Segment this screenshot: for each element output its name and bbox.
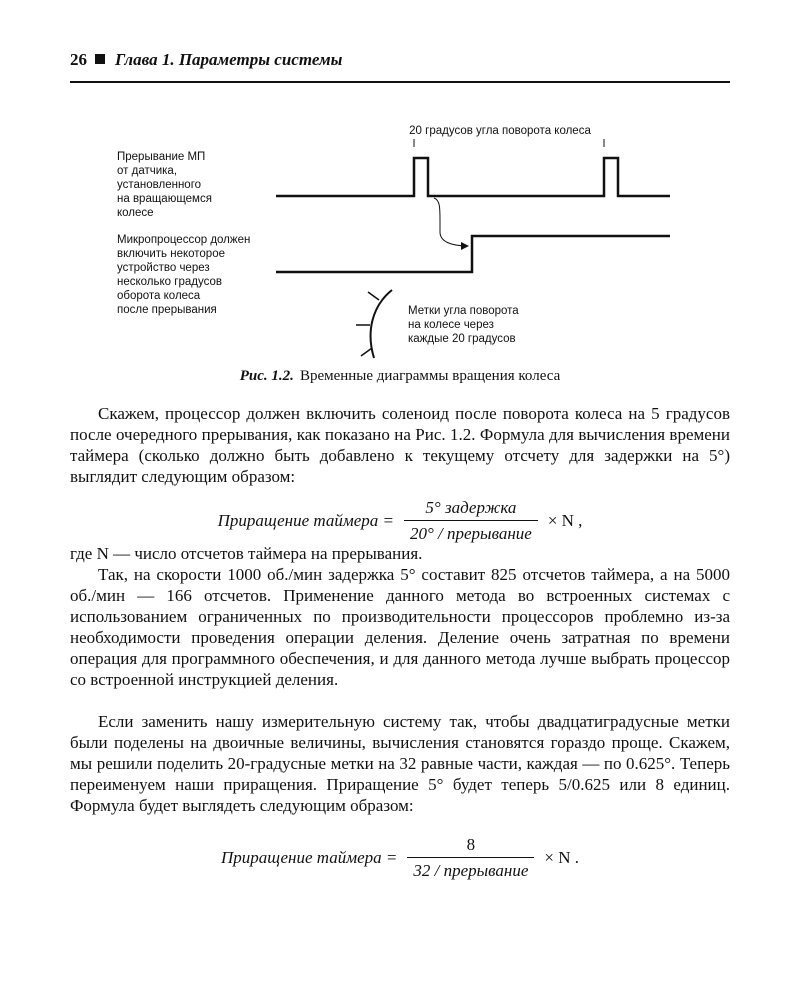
- formula-1-denominator: 20° / прерывание: [404, 520, 538, 544]
- formula-2-label: Приращение таймера =: [220, 848, 398, 867]
- wheel-label: Метки угла поворота на колесе через каждые 20 градусов: [408, 305, 519, 345]
- formula-2-denominator: 32 / прерывание: [407, 857, 534, 881]
- device-step-waveform: [276, 236, 670, 272]
- signal2-label: Микропроцессор должен включить некоторое устройство через несколько градусов оборота колеса после прерывания: [117, 234, 251, 316]
- caption-text: Временные диаграммы вращения колеса: [299, 368, 561, 384]
- formula-1: [0, 497, 800, 544]
- paragraph-3: Так, на скорости 1000 об./мин задержка 5° составит 825 отсчетов таймера, а на 5000 об./мин — 166 отсчетов. Применение данного метода во встроенных системах с использованием ограниченных по производительности процессоров проблемно из-за необходимости проведения операции деления. Деление очень затратная по времени операция для программного обеспечения, и для данного метода лучше выбрать процессор со встроенной инструкцией деления.: [70, 565, 730, 689]
- formula-2-tail: × N .: [544, 848, 580, 867]
- formula-1-numerator: 5° задержка: [425, 498, 517, 517]
- wheel-arc: [371, 290, 392, 358]
- wheel-tick-top: [368, 292, 379, 300]
- paragraph-1: Скажем, процессор должен включить соленоид после поворота колеса на 5 градусов после очередного прерывания, как показано на Рис. 1.2. Формула для вычисления времени таймера (сколько должно быть добавлено к текущему отсчету для задержки на 5°) выглядит следующим образом:: [70, 404, 730, 486]
- header-rule: [70, 81, 730, 83]
- page-header: [70, 50, 730, 80]
- timing-diagram: [100, 120, 700, 360]
- formula-1-label: Приращение таймера =: [217, 511, 394, 530]
- paragraph-4: Если заменить нашу измерительную систему так, чтобы двадцатиградусные метки были поделены на двоичные величины, вычисления становятся гораздо проще. Скажем, мы решили поделить 20-градусные метки на 32 равные части, каждая — по 0.625°. Теперь переименуем наши приращения. Приращение 5° будет теперь 5/0.625 или 8 единиц. Формула будет выглядеть следующим образом:: [70, 712, 730, 815]
- paragraph-2: где N — число отсчетов таймера на прерывания.: [70, 544, 423, 563]
- formula-2-numerator: 8: [466, 835, 476, 854]
- delay-arrow: [434, 198, 468, 246]
- chapter-title: Глава 1. Параметры системы: [115, 50, 343, 69]
- interrupt-pulse-waveform: [276, 158, 670, 196]
- signal1-label: Прерывание МП от датчика, установленного на вращающемся колесе: [117, 151, 212, 219]
- formula-1-tail: × N ,: [547, 511, 583, 530]
- formula-2-fraction: [407, 834, 534, 881]
- caption-number: Рис. 1.2.: [239, 368, 294, 384]
- page-number: 26: [70, 50, 87, 69]
- wheel-tick-bottom: [361, 348, 372, 356]
- figure-caption: [0, 368, 800, 385]
- square-bullet-icon: [95, 54, 105, 64]
- formula-1-fraction: [404, 497, 538, 544]
- top-dimension-label: 20 градусов угла поворота колеса: [409, 125, 591, 137]
- formula-2: [0, 834, 800, 881]
